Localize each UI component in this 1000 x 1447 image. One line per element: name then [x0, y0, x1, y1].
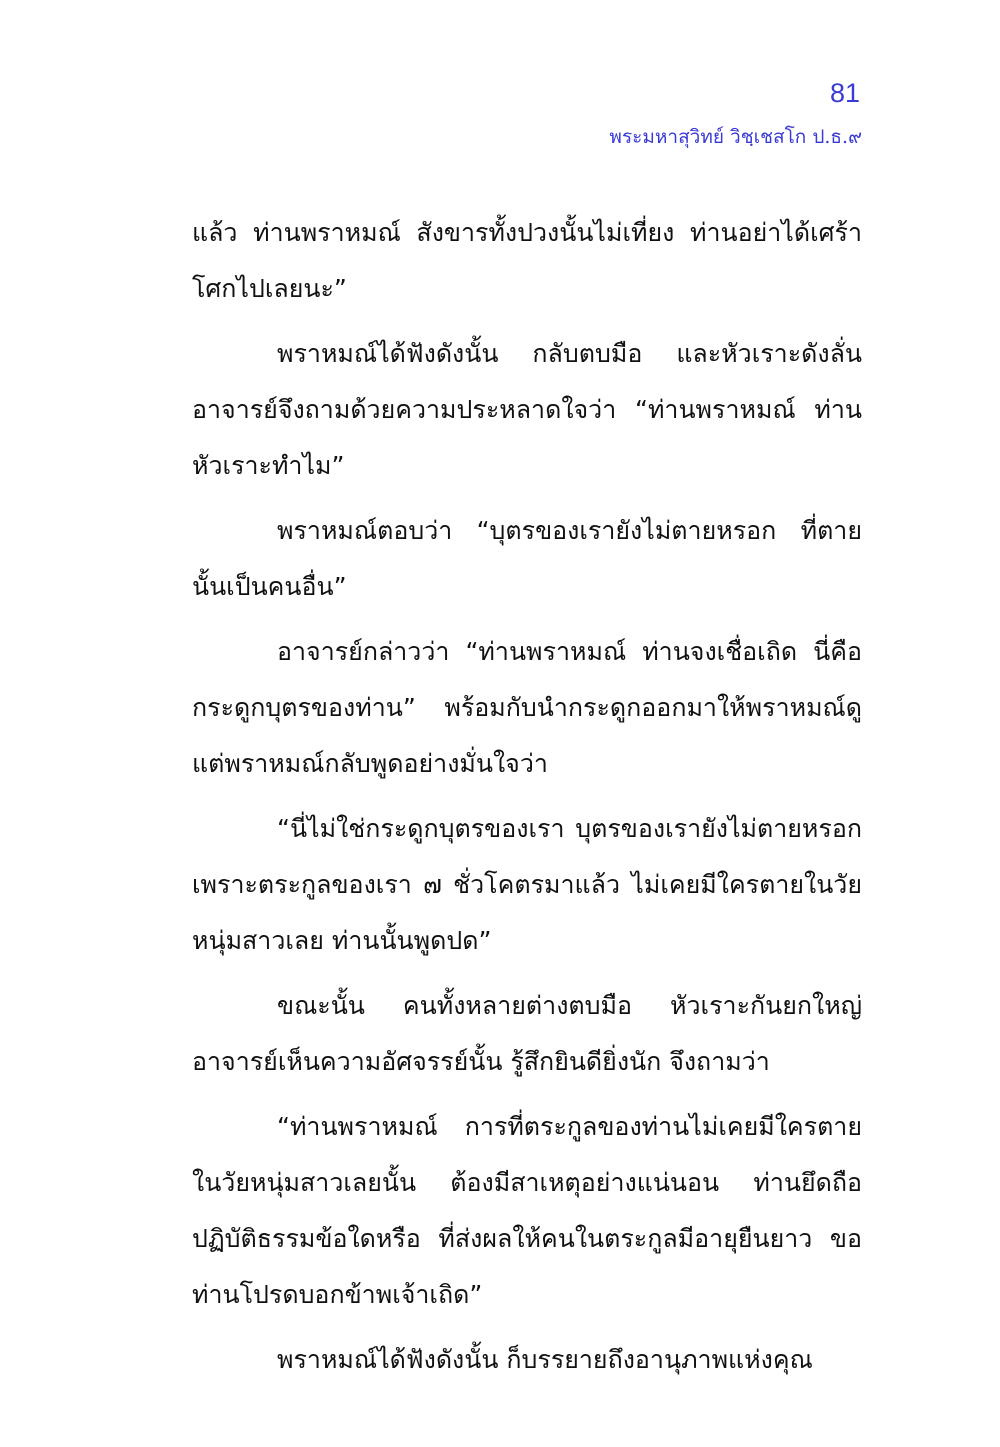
paragraph-8: พราหมณ์ได้ฟังดังนั้น ก็บรรยายถึงอานุภาพแห่งคุณ [277, 1345, 813, 1374]
paragraph-6: ขณะนั้น คนทั้งหลายต่างตบมือ หัวเราะกันยกใหญ่ อาจารย์เห็นความอัศจรรย์นั้น รู้สึกยินดียิ่งนัก จึงถามว่า [192, 991, 862, 1076]
paragraph-1: แล้ว ท่านพราหมณ์ สังขารทั้งปวงนั้นไม่เที่ยง ท่านอย่าได้เศร้าโศกไปเลยนะ” [192, 218, 862, 303]
paragraph-2: พราหมณ์ได้ฟังดังนั้น กลับตบมือ และหัวเราะดังลั่น อาจารย์จึงถามด้วยความประหลาดใจว่า “ท่านพราหมณ์ ท่านหัวเราะทำไม” [192, 339, 862, 480]
body-text [192, 205, 862, 1397]
paragraph-7: “ท่านพราหมณ์ การที่ตระกูลของท่านไม่เคยมีใครตายในวัยหนุ่มสาวเลยนั้น ต้องมีสาเหตุอย่างแน่นอน ท่านยึดถือปฏิบัติธรรมข้อใดหรือ ที่ส่งผลให้คนในตระกูลมีอายุยืนยาว ขอท่านโปรดบอกข้าพเจ้าเถิด” [192, 1112, 862, 1309]
paragraph-3: พราหมณ์ตอบว่า “บุตรของเรายังไม่ตายหรอก ที่ตายนั้นเป็นคนอื่น” [192, 516, 862, 601]
paragraph-4: อาจารย์กล่าวว่า “ท่านพราหมณ์ ท่านจงเชื่อเถิด นี่คือกระดูกบุตรของท่าน” พร้อมกับนำกระดูกออกมาให้พราหมณ์ดู แต่พราหมณ์กลับพูดอย่างมั่นใจว่า [192, 637, 862, 778]
running-header: พระมหาสุวิทย์ วิชฺเชสโก ป.ธ.๙ [609, 126, 862, 148]
paragraph-5: “นี่ไม่ใช่กระดูกบุตรของเรา บุตรของเรายังไม่ตายหรอก เพราะตระกูลของเรา ๗ ชั่วโคตรมาแล้ว ไม่เคยมีใครตายในวัยหนุ่มสาวเลย ท่านนั้นพูดปด” [192, 814, 862, 955]
page-number: 81 [829, 78, 860, 108]
